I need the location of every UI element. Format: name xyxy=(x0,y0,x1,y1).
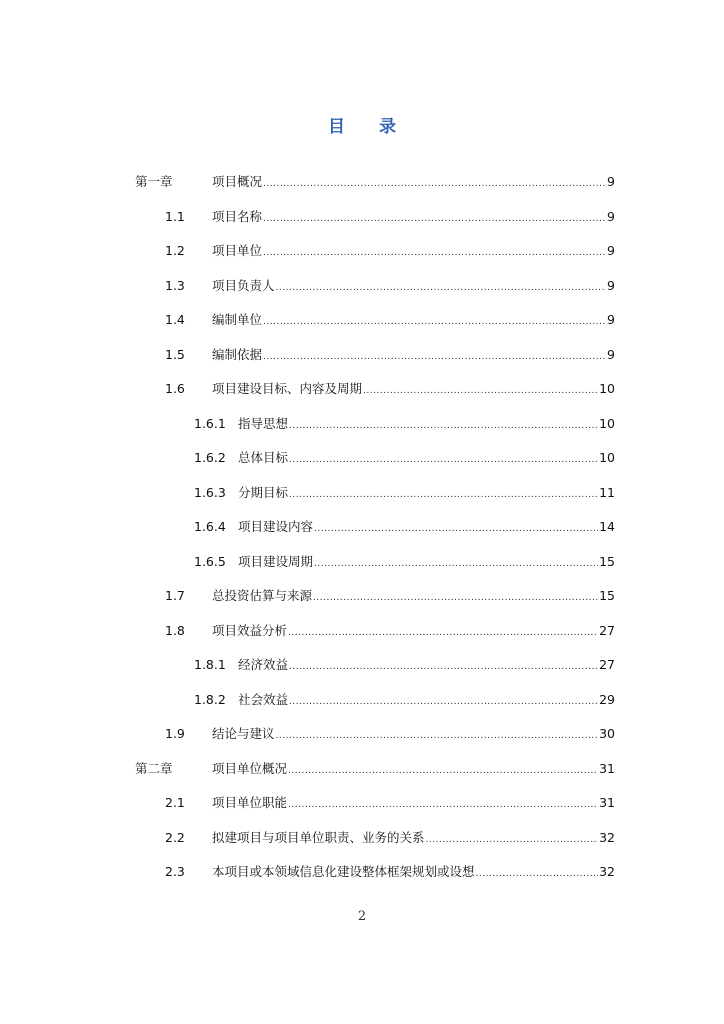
toc-entry-number: 2.2 xyxy=(165,829,185,845)
toc-entry[interactable] xyxy=(165,276,615,296)
toc-entry[interactable] xyxy=(165,621,615,641)
toc-dot-leader xyxy=(288,759,598,779)
toc-entry-page: 31 xyxy=(599,795,615,810)
toc-entry[interactable] xyxy=(194,483,615,503)
toc-entry-page: 10 xyxy=(599,450,615,465)
toc-entry-title: 拟建项目与项目单位职责、业务的关系 xyxy=(212,829,425,845)
toc-entry[interactable] xyxy=(194,690,615,710)
toc-entry-page: 9 xyxy=(607,208,615,224)
toc-entry-title: 项目单位职能 xyxy=(212,795,288,810)
toc-entry-page: 14 xyxy=(599,519,615,534)
toc-entry-page: 15 xyxy=(599,588,615,603)
toc-entry-page: 10 xyxy=(599,381,615,396)
toc-entry[interactable] xyxy=(165,241,615,261)
toc-entry-title: 编制依据 xyxy=(212,346,263,362)
toc-entry-page: 30 xyxy=(599,726,615,741)
toc-entry[interactable] xyxy=(165,793,615,813)
toc-entry-number: 1.8.2 xyxy=(194,691,226,707)
toc-entry-title: 总体目标 xyxy=(238,450,289,465)
toc-entry[interactable] xyxy=(165,586,615,606)
toc-dot-leader xyxy=(263,310,606,330)
toc-entry-title: 项目建设周期 xyxy=(238,553,314,569)
toc-dot-leader xyxy=(289,448,598,468)
toc-entry-number: 1.9 xyxy=(165,726,185,741)
toc-entry-page: 31 xyxy=(599,760,615,776)
toc-title: 目 录 xyxy=(328,117,410,137)
toc-entry[interactable] xyxy=(194,448,615,468)
toc-entry-number: 1.6.3 xyxy=(194,484,226,500)
toc-dot-leader xyxy=(476,862,599,882)
toc-entry-page: 9 xyxy=(607,312,615,327)
toc-entry-number: 1.6.1 xyxy=(194,415,226,431)
toc-dot-leader xyxy=(363,379,598,399)
toc-entry-page: 32 xyxy=(599,829,615,845)
toc-dot-leader xyxy=(289,483,598,503)
toc-entry-title: 编制单位 xyxy=(212,312,263,327)
toc-entry-page: 27 xyxy=(599,622,615,638)
toc-entry[interactable] xyxy=(165,310,615,330)
toc-entry[interactable] xyxy=(165,724,615,744)
toc-entry[interactable] xyxy=(194,414,615,434)
toc-entry-number: 2.3 xyxy=(165,864,185,879)
toc-entry-number: 1.6.4 xyxy=(194,519,226,534)
toc-entry-number: 1.3 xyxy=(165,277,185,293)
toc-entry[interactable] xyxy=(194,655,615,675)
toc-entry-title: 本项目或本领域信息化建设整体框架规划或设想 xyxy=(212,864,475,879)
toc-entry-title: 指导思想 xyxy=(238,415,289,431)
toc-entry-title: 项目单位概况 xyxy=(212,760,288,776)
toc-entry-page: 10 xyxy=(599,415,615,431)
toc-dot-leader xyxy=(313,586,598,606)
toc-dot-leader xyxy=(426,828,599,848)
toc-entry-title: 项目负责人 xyxy=(212,277,275,293)
toc-dot-leader xyxy=(288,793,598,813)
toc-entry-number: 1.2 xyxy=(165,243,185,258)
toc-dot-leader xyxy=(263,207,606,227)
toc-entry-number: 1.8 xyxy=(165,622,185,638)
toc-entry-title: 项目效益分析 xyxy=(212,622,288,638)
toc-entry-number: 第二章 xyxy=(135,760,173,776)
toc-entry[interactable] xyxy=(165,345,615,365)
toc-entry-title: 经济效益 xyxy=(238,657,289,672)
toc-entry-number: 1.7 xyxy=(165,588,185,603)
toc-entry-number: 1.5 xyxy=(165,346,185,362)
toc-dot-leader xyxy=(276,724,599,744)
toc-entry-page: 29 xyxy=(599,691,615,707)
toc-entry[interactable] xyxy=(165,828,615,848)
toc-entry-number: 2.1 xyxy=(165,795,185,810)
toc-dot-leader xyxy=(289,655,598,675)
toc-dot-leader xyxy=(289,690,598,710)
toc-entry-number: 1.6.5 xyxy=(194,553,226,569)
toc-entry-number: 1.4 xyxy=(165,312,185,327)
toc-entry-title: 项目建设内容 xyxy=(238,519,314,534)
toc-entry-title: 项目名称 xyxy=(212,208,263,224)
toc-dot-leader xyxy=(314,517,598,537)
toc-dot-leader xyxy=(288,621,598,641)
toc-dot-leader xyxy=(276,276,607,296)
toc-dot-leader xyxy=(263,241,606,261)
page-number: 2 xyxy=(357,909,367,924)
toc-entry-page: 15 xyxy=(599,553,615,569)
toc-dot-leader xyxy=(263,345,606,365)
toc-entry-number: 1.6 xyxy=(165,381,185,396)
toc-entry[interactable] xyxy=(135,172,615,192)
toc-dot-leader xyxy=(263,172,606,192)
toc-entry[interactable] xyxy=(165,207,615,227)
toc-entry-title: 总投资估算与来源 xyxy=(212,588,313,603)
toc-dot-leader xyxy=(289,414,598,434)
toc-dot-leader xyxy=(314,552,598,572)
toc-entry-number: 1.8.1 xyxy=(194,657,226,672)
toc-entry-page: 11 xyxy=(599,484,615,500)
toc-entry-page: 9 xyxy=(607,346,615,362)
toc-entry[interactable] xyxy=(135,759,615,779)
toc-entry-title: 项目概况 xyxy=(212,174,263,189)
toc-entry-page: 9 xyxy=(607,243,615,258)
toc-entry-title: 社会效益 xyxy=(238,691,289,707)
toc-entry-title: 分期目标 xyxy=(238,484,289,500)
toc-entry-page: 9 xyxy=(607,174,615,189)
toc-entry-page: 32 xyxy=(599,864,615,879)
toc-entry[interactable] xyxy=(194,552,615,572)
toc-entry-title: 项目单位 xyxy=(212,243,263,258)
toc-entry-number: 1.6.2 xyxy=(194,450,226,465)
toc-entry-page: 9 xyxy=(607,277,615,293)
toc-entry[interactable] xyxy=(165,862,615,882)
toc-entry-number: 1.1 xyxy=(165,208,185,224)
toc-entry-number: 第一章 xyxy=(135,174,173,189)
toc-entry-title: 结论与建议 xyxy=(212,726,275,741)
toc-entry[interactable] xyxy=(165,379,615,399)
toc-entry-page: 27 xyxy=(599,657,615,672)
toc-entry[interactable] xyxy=(194,517,615,537)
toc-entry-title: 项目建设目标、内容及周期 xyxy=(212,381,363,396)
